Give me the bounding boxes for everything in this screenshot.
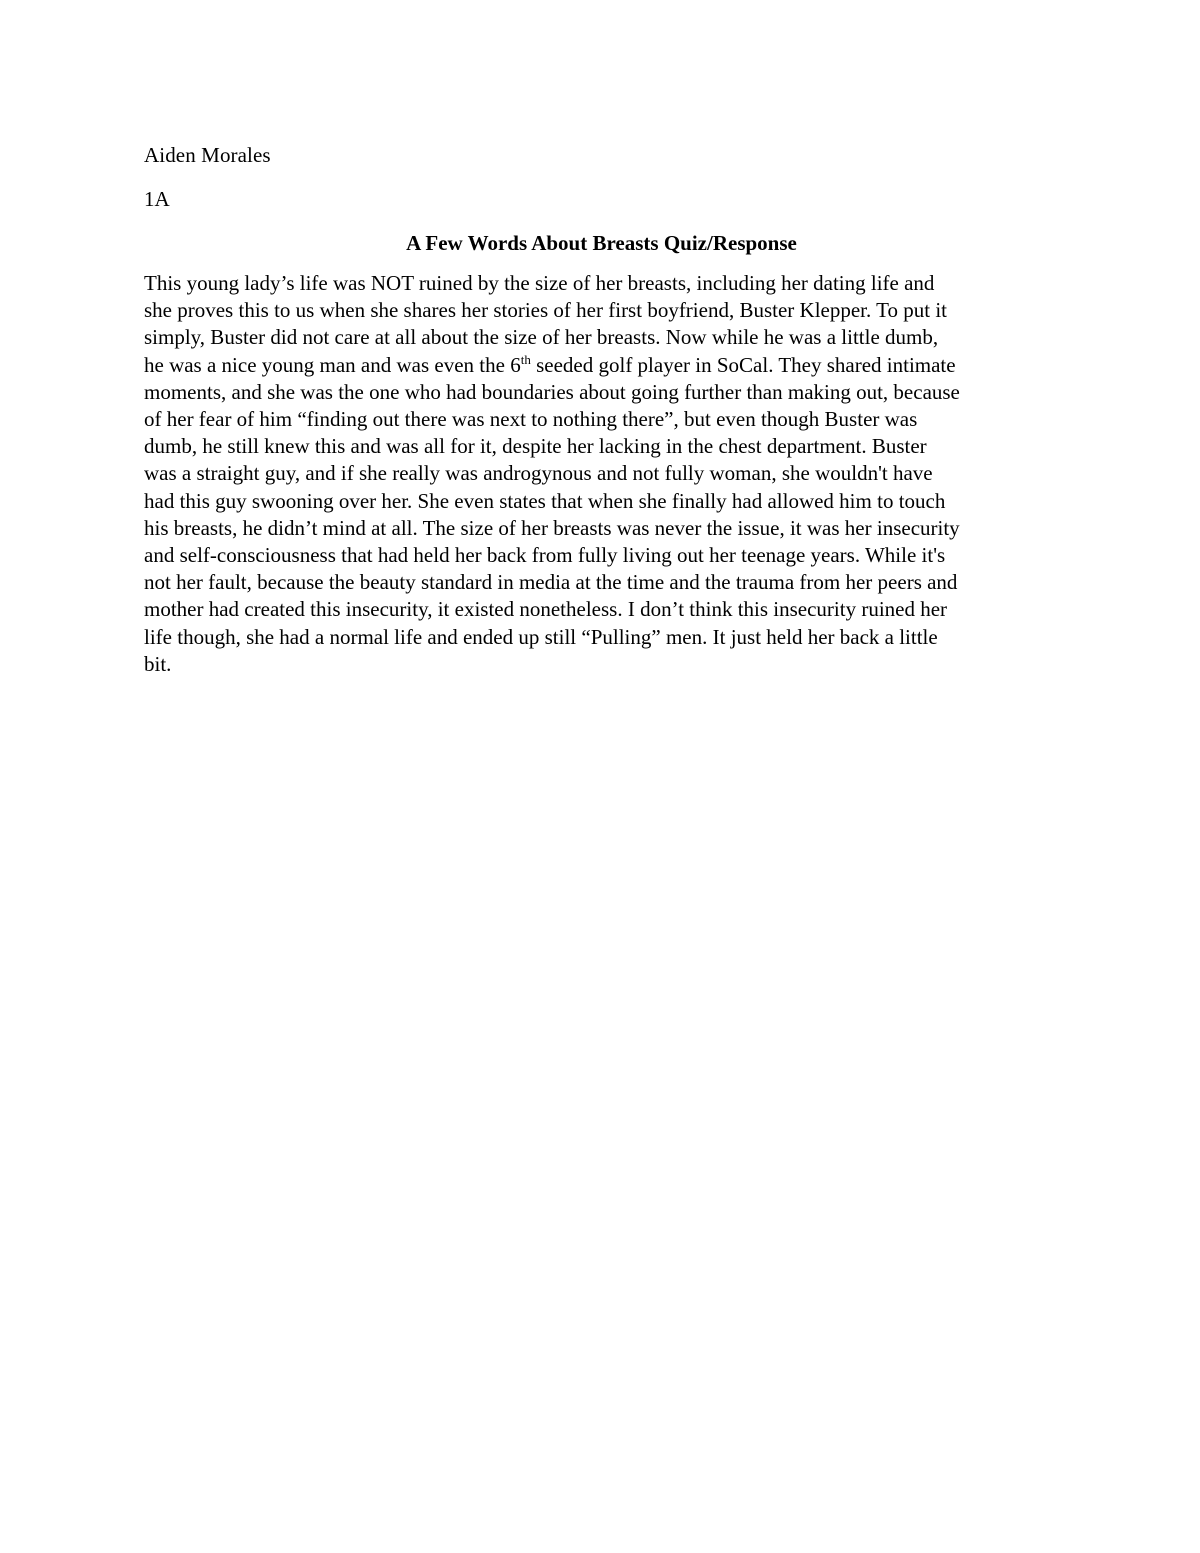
author-name: Aiden Morales	[144, 143, 271, 167]
paragraph-line: simply, Buster did not care at all about the size of her breasts. Now while he was a little dumb,	[144, 325, 939, 350]
paragraph-line: dumb, he still knew this and was all for it, despite her lacking in the chest department. Buster	[144, 434, 927, 459]
paragraph-line: This young lady’s life was NOT ruined by the size of her breasts, including her dating life and	[144, 271, 935, 295]
paragraph-line: his breasts, he didn’t mind at all. The size of her breasts was never the issue, it was her insecurity	[144, 515, 960, 540]
paragraph-line: was a straight guy, and if she really was androgynous and not fully woman, she wouldn't have	[144, 461, 933, 486]
document-content	[144, 140, 1059, 678]
line-text: seeded golf player in SoCal. They shared intimate	[530, 352, 956, 377]
body-paragraph	[144, 270, 1059, 678]
paragraph-line: not her fault, because the beauty standard in media at the time and the trauma from her peers and	[144, 570, 958, 595]
document-title: A Few Words About Breasts Quiz/Response	[406, 231, 797, 255]
paragraph-line: had this guy swooning over her. She even states that when she finally had allowed him to touch	[144, 488, 946, 513]
paragraph-line: of her fear of him “finding out there was next to nothing there”, but even though Buster was	[144, 407, 918, 432]
paragraph-line: she proves this to us when she shares her stories of her first boyfriend, Buster Klepper. To put it	[144, 298, 947, 323]
line-text: he was a nice young man and was even the 6	[144, 352, 521, 377]
paragraph-line: bit.	[144, 651, 172, 676]
paragraph-line: moments, and she was the one who had boundaries about going further than making out, because	[144, 379, 960, 404]
paragraph-line: life though, she had a normal life and ended up still “Pulling” men. It just held her back a little	[144, 624, 938, 649]
paragraph-line: and self-consciousness that had held her back from fully living out her teenage years. While it's	[144, 543, 946, 568]
class-period: 1A	[144, 187, 170, 211]
ordinal-suffix: th	[520, 351, 531, 367]
paragraph-line	[144, 352, 1059, 379]
paragraph-line: mother had created this insecurity, it existed nonetheless. I don’t think this insecurity ruined her	[144, 597, 948, 622]
